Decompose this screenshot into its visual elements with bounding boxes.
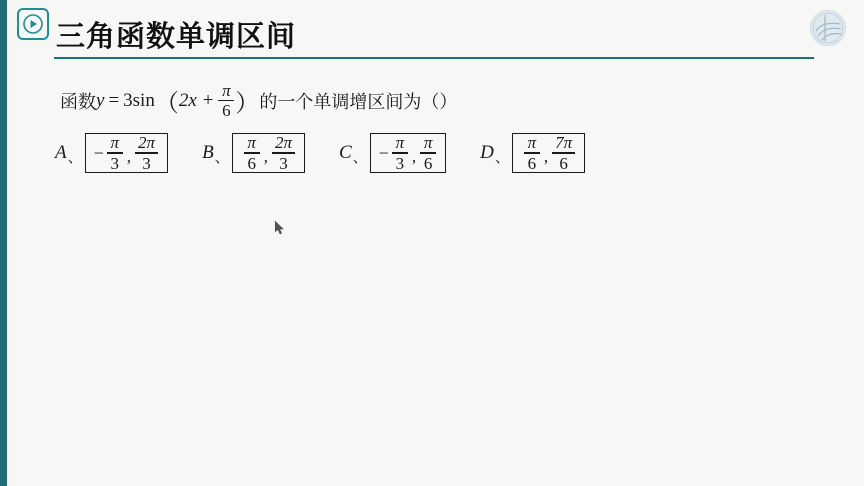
option-a-left-sign: − xyxy=(93,142,104,163)
option-d-comma: 、 xyxy=(494,149,510,166)
option-c-right-numerator: π xyxy=(423,133,433,153)
video-play-badge-icon xyxy=(17,8,49,40)
option-b-interval xyxy=(232,133,305,173)
option-d-left-denominator: 6 xyxy=(527,153,537,173)
option-a-right-fraction xyxy=(135,134,158,171)
option-b-separator: , xyxy=(263,147,268,166)
question-fraction-denominator: 6 xyxy=(222,101,231,121)
option-a-interval xyxy=(85,133,168,173)
option-a-left-denominator: 3 xyxy=(110,153,120,173)
option-c-comma: 、 xyxy=(352,149,368,166)
question-open-paren: （ xyxy=(154,91,179,118)
option-d-right-fraction xyxy=(552,134,575,171)
option-a-left-numerator: π xyxy=(110,133,120,153)
circular-watermark-icon xyxy=(810,10,846,46)
mouse-cursor-icon xyxy=(275,221,285,235)
option-d-separator: , xyxy=(543,147,549,166)
option-d-right-numerator: 7π xyxy=(555,133,573,153)
option-c-letter: C xyxy=(338,142,352,163)
option-c-interval xyxy=(370,133,446,173)
option-c-left-numerator: π xyxy=(395,133,405,153)
option-a-left-fraction xyxy=(107,134,123,171)
option-d-right-denominator: 6 xyxy=(559,153,568,173)
option-a-comma: 、 xyxy=(67,149,83,166)
left-accent-bar xyxy=(0,0,7,486)
question-suffix: 的一个单调增区间为（ xyxy=(259,91,440,112)
option-a-letter: A xyxy=(55,142,67,163)
option-d-letter: D xyxy=(480,142,494,163)
option-b-right-fraction xyxy=(272,134,295,171)
option-b-left-fraction xyxy=(244,134,260,171)
options-list xyxy=(55,133,619,173)
option-a-separator: , xyxy=(126,147,132,166)
question-inner-expression: 2x + xyxy=(178,89,215,111)
option-c-right-fraction xyxy=(420,134,436,171)
option-b-right-denominator: 3 xyxy=(279,153,288,173)
option-c-left-denominator: 3 xyxy=(395,153,405,173)
option-b-comma: 、 xyxy=(214,149,230,166)
option-a[interactable] xyxy=(55,133,168,173)
option-d[interactable] xyxy=(480,133,585,173)
option-c-separator: , xyxy=(411,147,417,166)
option-c-left-sign: − xyxy=(378,142,389,163)
option-c-left-fraction xyxy=(392,134,408,171)
option-b-left-denominator: 6 xyxy=(247,153,256,173)
option-c-right-denominator: 6 xyxy=(423,153,433,173)
question-coefficient: 3sin xyxy=(123,89,155,111)
question-statement xyxy=(60,82,457,119)
option-a-right-numerator: 2π xyxy=(138,133,156,153)
option-b-left-numerator: π xyxy=(247,133,256,153)
option-d-left-fraction xyxy=(524,134,540,171)
option-a-right-denominator: 3 xyxy=(142,153,151,173)
option-d-left-numerator: π xyxy=(527,133,537,153)
question-end-paren: ） xyxy=(439,91,458,112)
option-b-letter: B xyxy=(202,142,214,163)
option-c[interactable] xyxy=(339,133,446,173)
question-prefix: 函数 xyxy=(60,91,96,112)
page-title: 三角函数单调区间 xyxy=(56,21,297,53)
question-fraction-numerator: π xyxy=(222,81,231,100)
question-fraction xyxy=(218,82,234,119)
title-underline xyxy=(54,57,814,59)
question-equals: = xyxy=(108,89,120,111)
option-d-interval xyxy=(512,133,585,173)
question-variable: y xyxy=(96,89,105,111)
option-b[interactable] xyxy=(202,133,305,173)
option-b-right-numerator: 2π xyxy=(274,133,292,153)
question-close-paren: ） xyxy=(235,91,260,118)
